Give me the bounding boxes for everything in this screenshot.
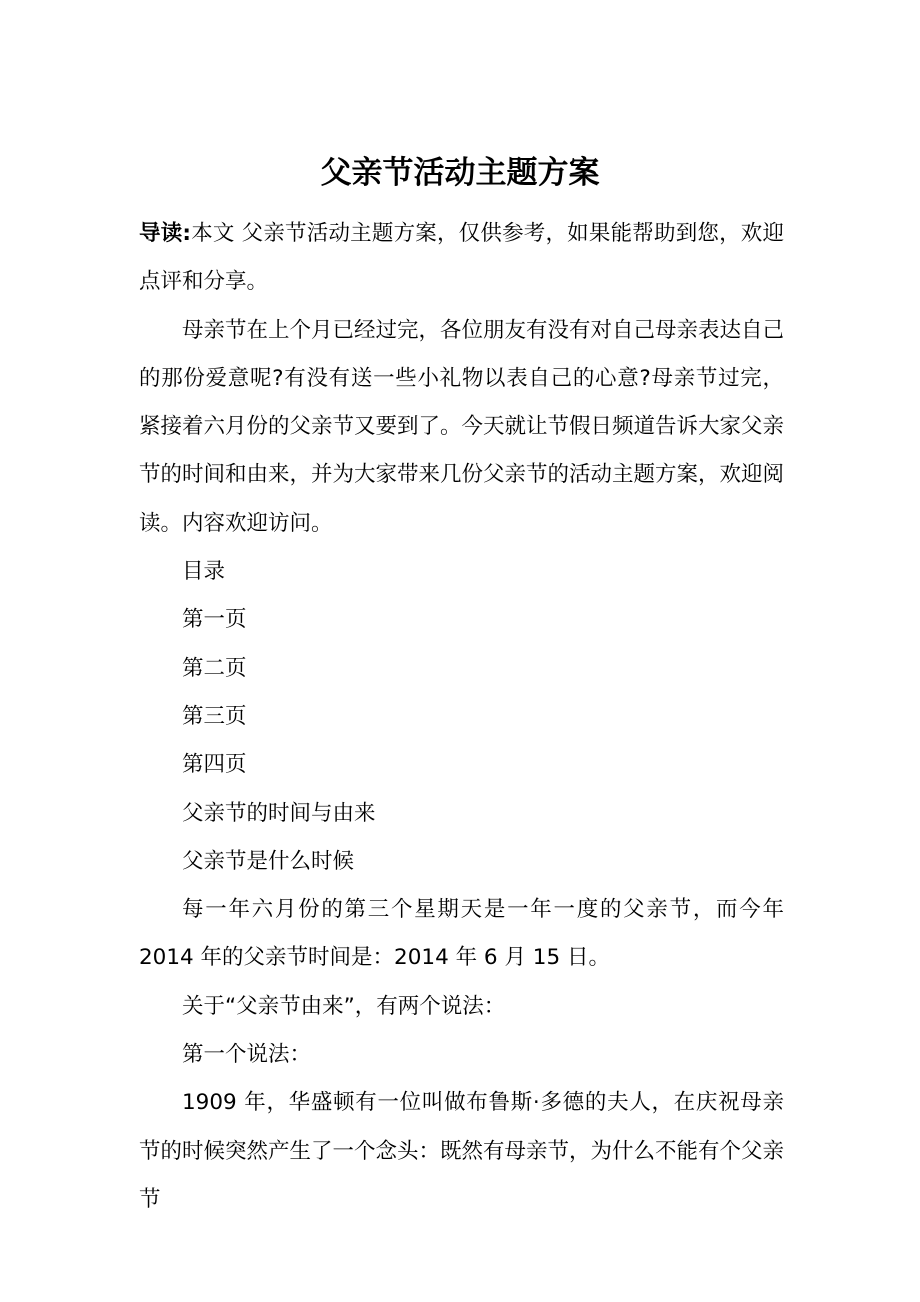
toc-item-page-3: 第三页 <box>182 703 247 729</box>
first-theory-heading: 第一个说法： <box>182 1042 312 1068</box>
intro-paragraph: 母亲节在上个月已经过完，各位朋友有没有对自己母亲表达自己的那份爱意呢?有没有送一些小礼物以表自己的心意?母亲节过完，紧接着六月份的父亲节又要到了。今天就让节假日频道告诉大家父亲节的时间和由来，并为大家带来几份父亲节的活动主题方案，欢迎阅读。内容欢迎访问。 <box>139 317 785 536</box>
document-body <box>139 210 784 1224</box>
lead-text: 本文 父亲节活动主题方案，仅供参考，如果能帮助到您，欢迎点评和分享。 <box>139 221 784 295</box>
toc-item-page-4: 第四页 <box>182 752 247 778</box>
section-heading: 父亲节的时间与由来 <box>182 800 376 826</box>
toc-item-page-2: 第二页 <box>182 655 247 681</box>
subsection-heading: 父亲节是什么时候 <box>182 848 355 874</box>
lead-paragraph <box>139 210 784 307</box>
toc-item-page-1: 第一页 <box>182 607 247 633</box>
origin-intro: 关于“父亲节由来”，有两个说法： <box>182 993 506 1019</box>
first-theory-paragraph: 1909 年，华盛顿有一位叫做布鲁斯·多德的夫人，在庆祝母亲节的时候突然产生了一个念头：既然有母亲节，为什么不能有个父亲节 <box>139 1090 785 1212</box>
lead-label: 导读: <box>139 221 192 246</box>
toc-heading: 目录 <box>182 559 226 585</box>
date-paragraph: 每一年六月份的第三个星期天是一年一度的父亲节，而今年2014 年的父亲节时间是：2014 年 6 月 15 日。 <box>139 897 784 971</box>
document-title: 父亲节活动主题方案 <box>320 154 600 191</box>
